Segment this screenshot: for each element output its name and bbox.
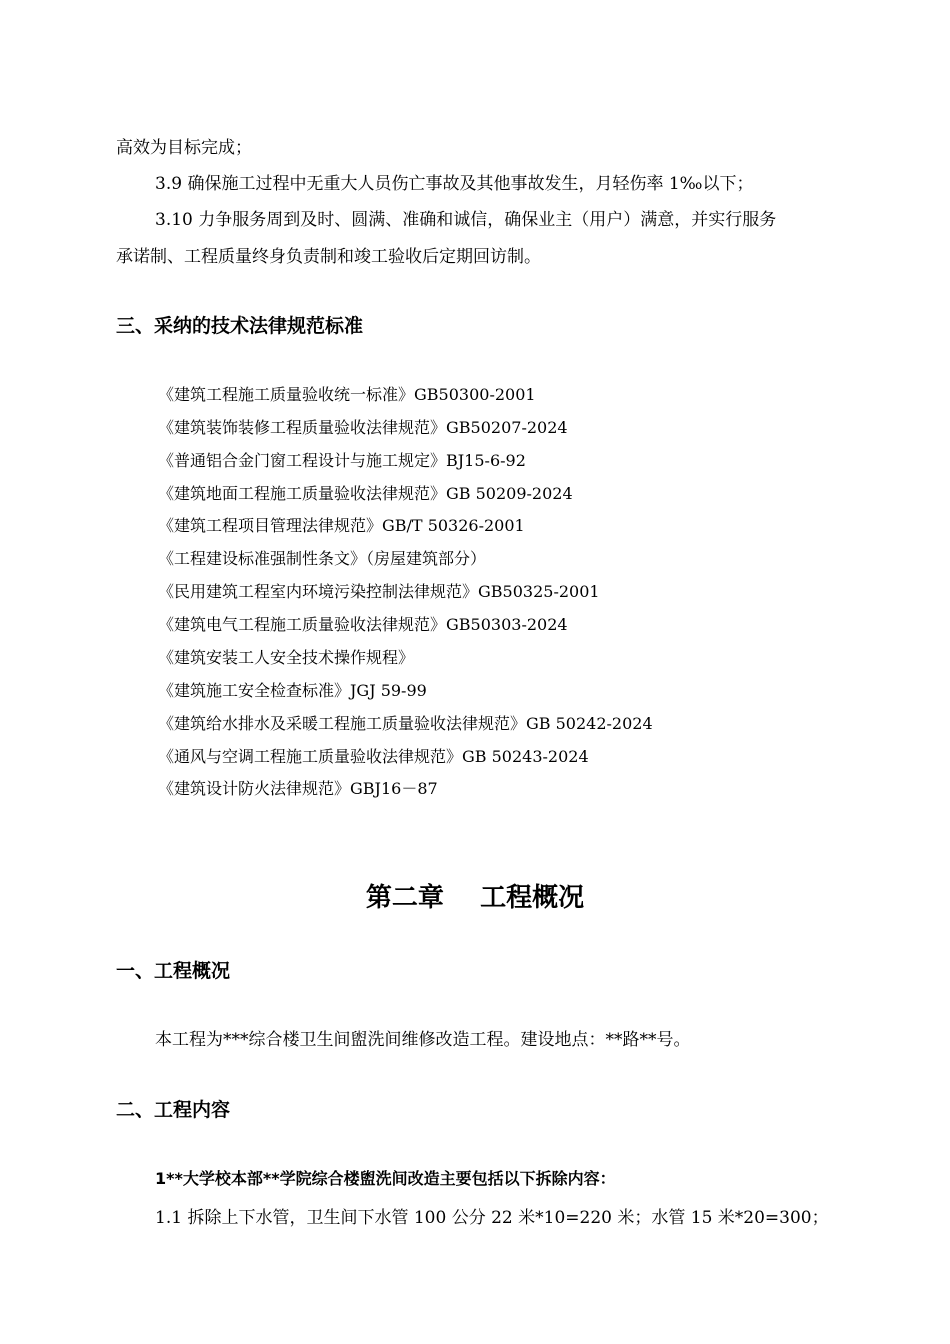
project-overview-text: 本工程为***综合楼卫生间盥洗间维修改造工程。建设地点：**路**号。 <box>155 1030 691 1050</box>
standard-item: 《普通铝合金门窗工程设计与施工规定》BJ15-6-92 <box>158 451 526 470</box>
intro-paragraph-continuation: 高效为目标完成； <box>116 138 252 158</box>
standard-item: 《建筑施工安全检查标准》JGJ 59-99 <box>158 681 427 700</box>
standard-item: 《建筑装饰装修工程质量验收法律规范》GB50207-2024 <box>158 418 568 437</box>
standard-item: 《建筑设计防火法律规范》GBJ16－87 <box>158 779 438 798</box>
standard-item: 《建筑工程施工质量验收统一标准》GB50300-2001 <box>158 385 536 404</box>
standard-item: 《民用建筑工程室内环境污染控制法律规范》GB50325-2001 <box>158 582 600 601</box>
standard-item: 《建筑地面工程施工质量验收法律规范》GB 50209-2024 <box>158 484 573 503</box>
chapter-2-section-2-heading: 二、工程内容 <box>116 1099 231 1121</box>
section-3-heading: 三、采纳的技术法律规范标准 <box>116 315 364 337</box>
intro-item-3-10-line2: 承诺制、工程质量终身负责制和竣工验收后定期回访制。 <box>116 247 541 267</box>
standard-item: 《建筑电气工程施工质量验收法律规范》GB50303-2024 <box>158 615 568 634</box>
intro-item-3-10-line1: 3.10 力争服务周到及时、圆满、准确和诚信，确保业主（用户）满意，并实行服务 <box>155 210 777 230</box>
standard-item: 《通风与空调工程施工质量验收法律规范》GB 50243-2024 <box>158 747 589 766</box>
demolition-subheading: 1**大学校本部**学院综合楼盥洗间改造主要包括以下拆除内容： <box>155 1169 616 1188</box>
standard-item: 《工程建设标准强制性条文》（房屋建筑部分） <box>158 549 487 568</box>
chapter-2-section-1-heading: 一、工程概况 <box>116 960 231 982</box>
standard-item: 《建筑安装工人安全技术操作规程》 <box>158 648 415 667</box>
demolition-item-1-1: 1.1 拆除上下水管，卫生间下水管 100 公分 22 米*10=220 米；水管 15 米*20=300； <box>155 1208 829 1228</box>
intro-item-3-9: 3.9 确保施工过程中无重大人员伤亡事故及其他事故发生，月轻伤率 1‰以下； <box>155 174 754 194</box>
standard-item: 《建筑给水排水及采暖工程施工质量验收法律规范》GB 50242-2024 <box>158 714 653 733</box>
chapter-2-title: 第二章 工程概况 <box>365 883 585 913</box>
standard-item: 《建筑工程项目管理法律规范》GB/T 50326-2001 <box>158 516 525 535</box>
